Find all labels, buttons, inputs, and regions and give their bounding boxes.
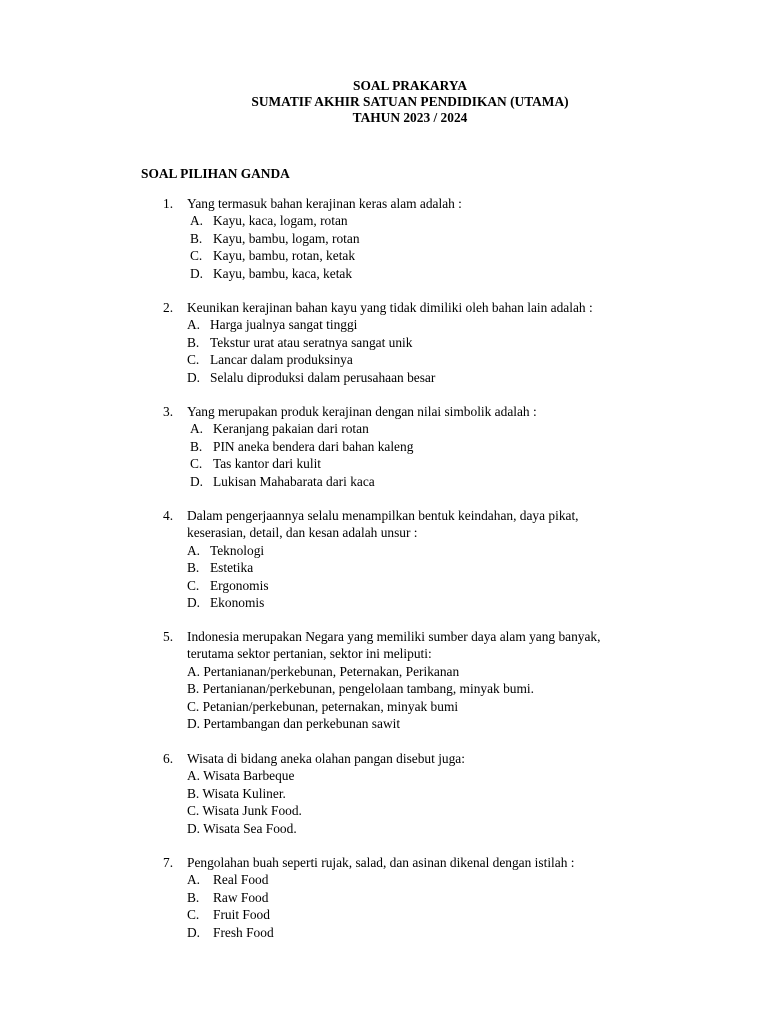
- option-c: [163, 455, 683, 472]
- option-text: Lancar dalam produksinya: [210, 352, 353, 368]
- option-a: [163, 316, 683, 333]
- question-text: [163, 854, 683, 871]
- option-d: [163, 369, 683, 386]
- option-d: D. Wisata Sea Food.: [187, 820, 297, 836]
- question-number: 5.: [163, 629, 174, 644]
- option-letter: D.: [187, 369, 201, 385]
- option-b: B. Pertanianan/perkebunan, pengelolaan tambang, minyak bumi.: [187, 681, 534, 697]
- option-letter: C.: [190, 456, 203, 472]
- option-text: Fresh Food: [213, 924, 274, 940]
- question-7: [163, 854, 683, 941]
- option-b: B. Wisata Kuliner.: [187, 785, 286, 801]
- question-text: [163, 750, 683, 767]
- option-b: [163, 230, 683, 247]
- question-6: [163, 750, 683, 837]
- question-number: 3.: [163, 404, 174, 419]
- question-number: 7.: [163, 855, 174, 870]
- question-stem: Yang merupakan produk kerajinan dengan nilai simbolik adalah :: [187, 404, 537, 419]
- question-1: [163, 195, 683, 282]
- question-stem: keserasian, detail, dan kesan adalah unsur :: [187, 525, 418, 541]
- option-c: C. Petanian/perkebunan, peternakan, minyak bumi: [187, 698, 459, 714]
- option-letter: A.: [187, 317, 201, 333]
- option-letter: B.: [190, 230, 203, 246]
- option-c: C. Wisata Junk Food.: [187, 803, 302, 819]
- question-stem: terutama sektor pertanian, sektor ini meliputi:: [187, 646, 432, 662]
- option-letter: A.: [190, 213, 204, 229]
- question-2: [163, 299, 683, 386]
- option-a: [163, 542, 683, 559]
- option-text: PIN aneka bendera dari bahan kaleng: [213, 438, 414, 454]
- option-letter: C.: [190, 248, 203, 264]
- option-text: Keranjang pakaian dari rotan: [213, 421, 369, 437]
- question-number: 4.: [163, 508, 174, 523]
- question-text-continued: [163, 524, 683, 541]
- option-text: Ekonomis: [210, 595, 265, 611]
- header-subtitle: SUMATIF AKHIR SATUAN PENDIDIKAN (UTAMA): [251, 94, 569, 109]
- option-c: [163, 577, 683, 594]
- option-text: Raw Food: [213, 889, 269, 905]
- option-a: [163, 420, 683, 437]
- question-number: 2.: [163, 300, 174, 315]
- header-year: TAHUN 2023 / 2024: [352, 110, 468, 125]
- option-letter: A.: [190, 421, 204, 437]
- question-stem: Pengolahan buah seperti rujak, salad, dan asinan dikenal dengan istilah :: [187, 855, 575, 870]
- question-stem: Indonesia merupakan Negara yang memiliki sumber daya alam yang banyak,: [187, 629, 601, 644]
- option-letter: B.: [187, 334, 200, 350]
- option-b: [163, 889, 683, 906]
- option-letter: A.: [187, 872, 201, 888]
- option-text: Tas kantor dari kulit: [213, 456, 322, 472]
- option-a: [163, 212, 683, 229]
- option-letter: D.: [190, 473, 204, 489]
- option-text: Lukisan Mahabarata dari kaca: [213, 473, 375, 489]
- option-a: [163, 871, 683, 888]
- question-stem: Wisata di bidang aneka olahan pangan disebut juga:: [187, 751, 465, 766]
- option-text: Estetika: [210, 560, 254, 576]
- document-header: [0, 78, 768, 126]
- option-text: Kayu, bambu, rotan, ketak: [213, 248, 356, 264]
- option-letter: C.: [187, 577, 200, 593]
- option-d: [163, 473, 683, 490]
- option-a: A. Wisata Barbeque: [187, 768, 295, 784]
- option-text: Ergonomis: [210, 577, 269, 593]
- option-d: [163, 265, 683, 282]
- option-letter: B.: [190, 438, 203, 454]
- option-letter: D.: [190, 265, 204, 281]
- option-letter: A.: [187, 542, 201, 558]
- section-title: SOAL PILIHAN GANDA: [141, 166, 290, 181]
- question-stem: Yang termasuk bahan kerajinan keras alam adalah :: [187, 196, 462, 211]
- option-d: [163, 594, 683, 611]
- question-stem: Dalam pengerjaannya selalu menampilkan bentuk keindahan, daya pikat,: [187, 508, 579, 523]
- option-c: [163, 247, 683, 264]
- question-text: [163, 299, 683, 316]
- question-4: [163, 507, 683, 611]
- option-a: A. Pertanianan/perkebunan, Peternakan, Perikanan: [187, 663, 460, 679]
- option-text: Real Food: [213, 872, 269, 888]
- question-text-continued: [163, 645, 683, 662]
- question-text: [163, 403, 683, 420]
- option-text: Kayu, kaca, logam, rotan: [213, 213, 348, 229]
- option-letter: C.: [187, 907, 200, 923]
- option-text: Kayu, bambu, kaca, ketak: [213, 265, 353, 281]
- option-text: Harga jualnya sangat tinggi: [210, 317, 358, 333]
- question-text: [163, 195, 683, 212]
- option-c: [163, 351, 683, 368]
- option-text: Fruit Food: [213, 907, 270, 923]
- option-b: [163, 334, 683, 351]
- option-letter: D.: [187, 595, 201, 611]
- option-letter: B.: [187, 889, 200, 905]
- option-b: [163, 559, 683, 576]
- header-title: SOAL PRAKARYA: [353, 78, 467, 93]
- question-3: [163, 403, 683, 490]
- option-d: [163, 924, 683, 941]
- option-letter: D.: [187, 924, 201, 940]
- option-text: Tekstur urat atau seratnya sangat unik: [210, 334, 413, 350]
- question-5: [163, 628, 683, 732]
- option-text: Kayu, bambu, logam, rotan: [213, 230, 360, 246]
- option-text: Teknologi: [210, 542, 265, 558]
- question-text: [163, 628, 683, 645]
- option-b: [163, 438, 683, 455]
- option-text: Selalu diproduksi dalam perusahaan besar: [210, 369, 436, 385]
- option-letter: C.: [187, 352, 200, 368]
- question-number: 6.: [163, 751, 174, 766]
- question-number: 1.: [163, 196, 174, 211]
- option-d: D. Pertambangan dan perkebunan sawit: [187, 716, 401, 732]
- question-stem: Keunikan kerajinan bahan kayu yang tidak dimiliki oleh bahan lain adalah :: [187, 300, 593, 315]
- option-c: [163, 906, 683, 923]
- option-letter: B.: [187, 560, 200, 576]
- question-text: [163, 507, 683, 524]
